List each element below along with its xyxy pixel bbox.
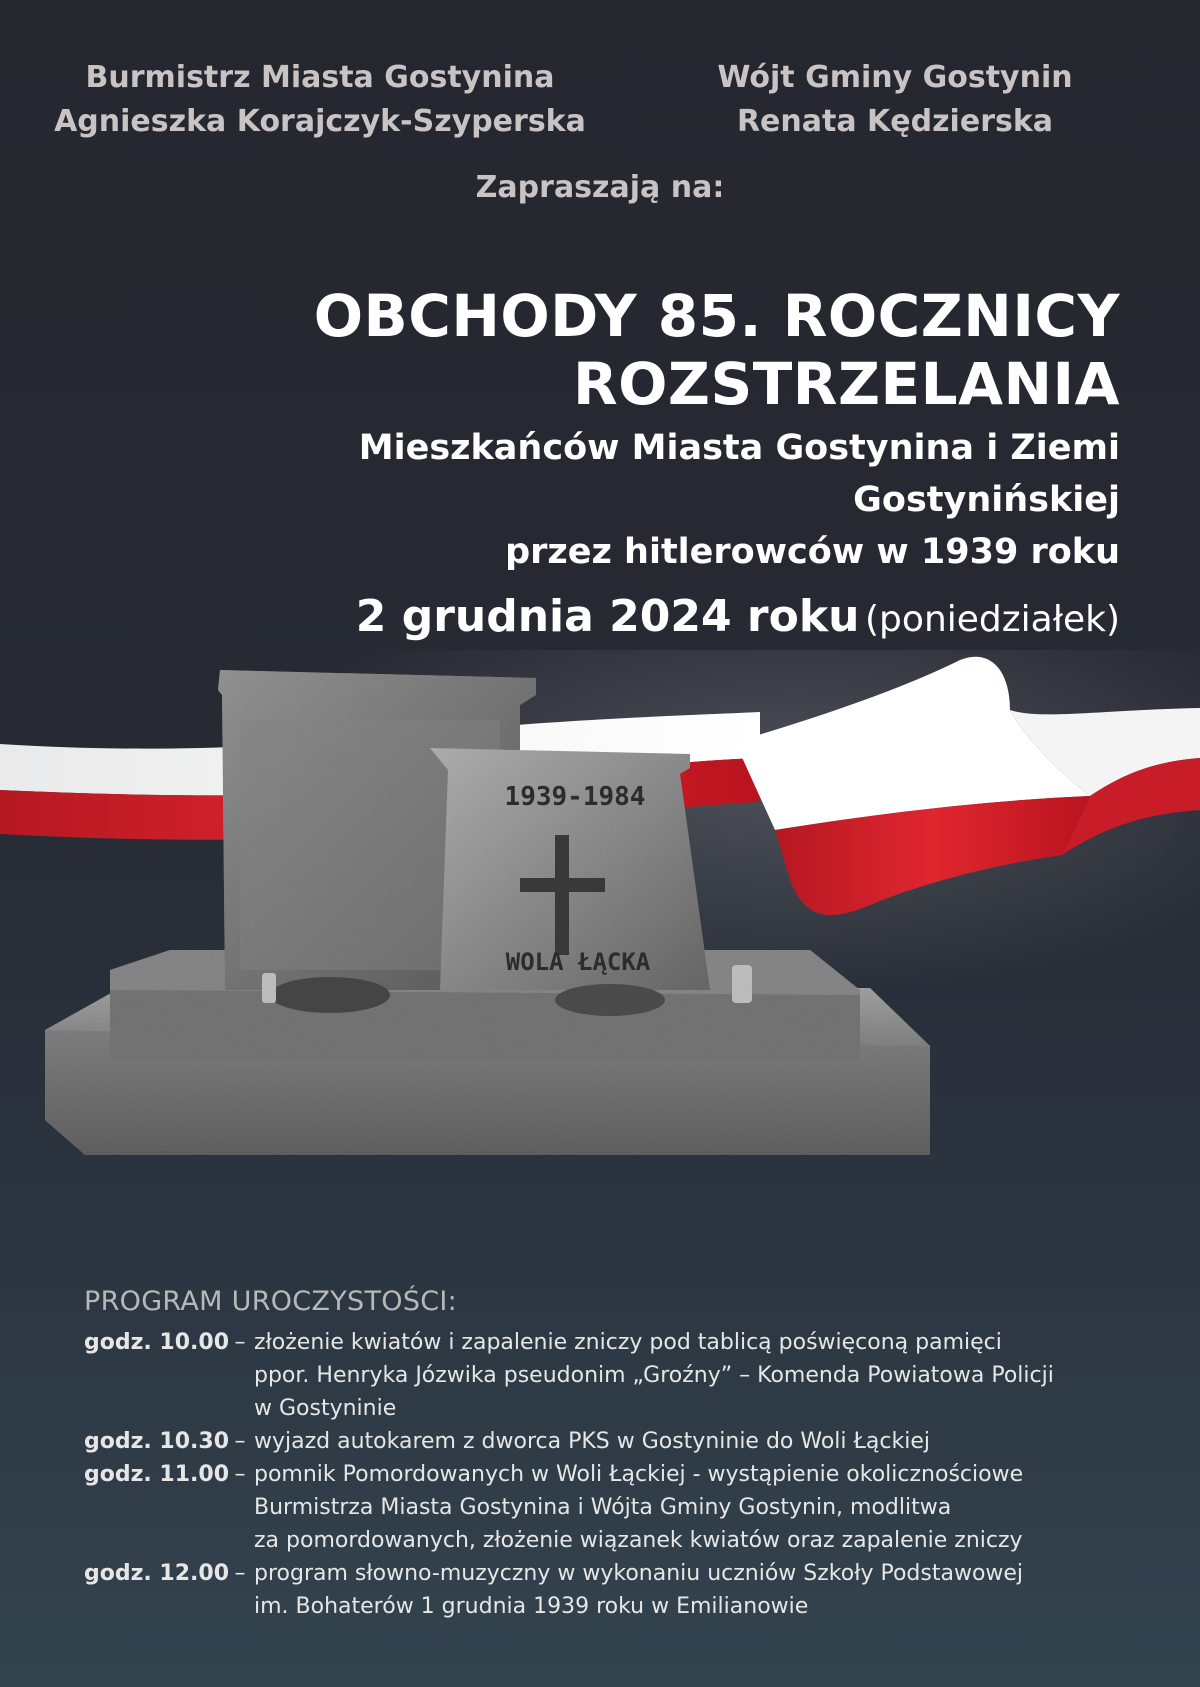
program-time: godz. 11.00 <box>84 1462 230 1487</box>
program-section <box>84 1282 1144 1623</box>
program-description <box>254 1425 1074 1458</box>
event-weekday: (poniedziałek) <box>865 599 1120 640</box>
event-title <box>120 282 1120 659</box>
mayor-title: Burmistrz Miasta Gostynina <box>85 60 555 95</box>
program-item <box>84 1425 1144 1458</box>
monument-place: WOLA ŁĄCKA <box>505 948 651 976</box>
program-description-line: ppor. Henryka Józwika pseudonim „Groźny” – Komenda Powiatowa Policji <box>254 1363 1054 1388</box>
program-description-line: złożenie kwiatów i zapalenie zniczy pod tablicą poświęconą pamięci <box>254 1330 1002 1355</box>
event-date: 2 grudnia 2024 roku <box>355 591 860 642</box>
title-line-4: przez hitlerowców w 1939 roku <box>505 532 1120 572</box>
program-description-line: Burmistrza Miasta Gostynina i Wójta Gminy Gostynin, modlitwa <box>254 1495 952 1520</box>
organizer-commune-head <box>640 56 1150 144</box>
monument-years: 1939-1984 <box>504 782 646 812</box>
program-item <box>84 1557 1144 1623</box>
program-description-line: pomnik Pomordowanych w Woli Łąckiej - wystąpienie okolicznościowe <box>254 1462 1024 1487</box>
program-time: godz. 10.00 <box>84 1330 230 1355</box>
commune-head-name: Renata Kędzierska <box>736 104 1054 139</box>
program-time: godz. 12.00 <box>84 1561 230 1586</box>
monument-flag-illustration <box>0 650 1200 1250</box>
title-line-1: OBCHODY 85. ROCZNICY <box>313 282 1120 350</box>
event-date-line <box>120 584 1120 659</box>
program-time: godz. 10.30 <box>84 1429 230 1454</box>
program-description-line: w Gostyninie <box>254 1396 397 1421</box>
program-list <box>84 1326 1144 1623</box>
title-line-3: Mieszkańców Miasta Gostynina i Ziemi Gostynińskiej <box>358 428 1120 520</box>
program-description-line: program słowno-muzyczny w wykonaniu uczniów Szkoły Podstawowej <box>254 1561 1024 1586</box>
program-heading: PROGRAM UROCZYSTOŚCI: <box>84 1286 458 1317</box>
organizers <box>0 56 1200 146</box>
program-description <box>254 1326 1074 1425</box>
program-description <box>254 1458 1074 1557</box>
program-description-line: im. Bohaterów 1 grudnia 1939 roku w Emilianowie <box>254 1594 809 1619</box>
organizer-mayor <box>30 56 610 144</box>
program-dash: – <box>234 1561 246 1586</box>
program-description-line: za pomordowanych, złożenie wiązanek kwiatów oraz zapalenie zniczy <box>254 1528 1023 1553</box>
program-item <box>84 1458 1144 1557</box>
program-dash: – <box>234 1429 246 1454</box>
program-description <box>254 1557 1074 1623</box>
commune-head-title: Wójt Gminy Gostynin <box>717 60 1073 95</box>
title-line-2: ROZSTRZELANIA <box>572 350 1120 418</box>
program-item <box>84 1326 1144 1425</box>
program-dash: – <box>234 1330 246 1355</box>
program-description-line: wyjazd autokarem z dworca PKS w Gostyninie do Woli Łąckiej <box>254 1429 930 1454</box>
invitation-text: Zapraszają na: <box>475 170 725 205</box>
program-dash: – <box>234 1462 246 1487</box>
mayor-name: Agnieszka Korajczyk-Szyperska <box>54 104 586 139</box>
